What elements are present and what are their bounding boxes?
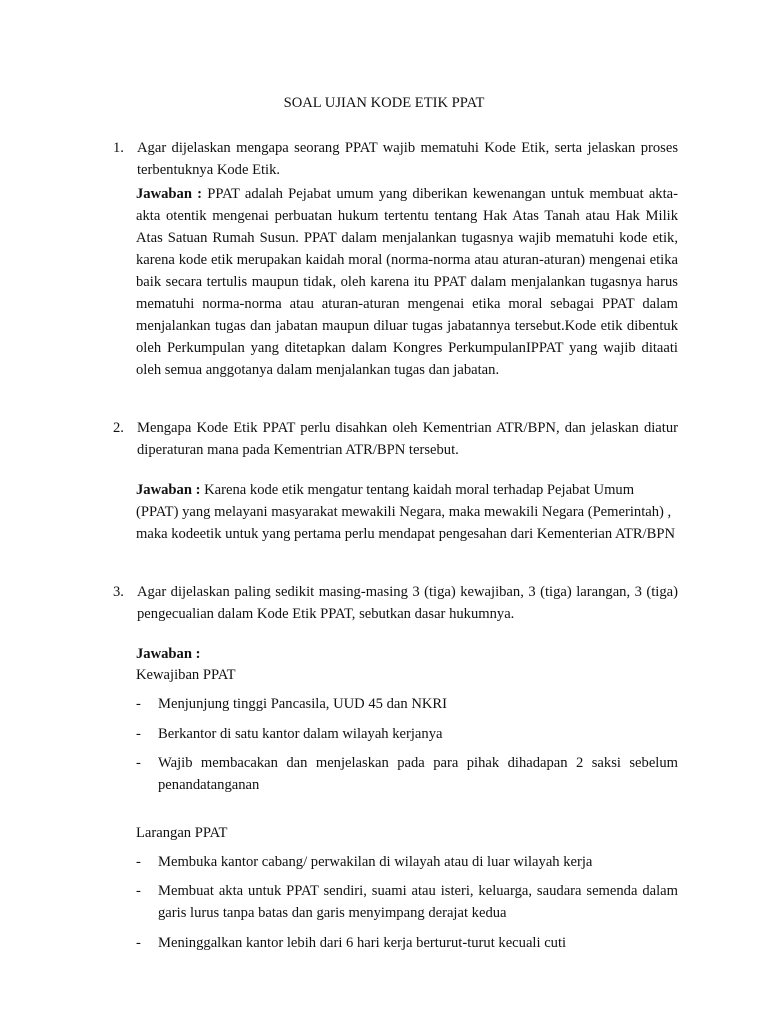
larangan-heading: Larangan PPAT bbox=[136, 825, 228, 841]
question-1 bbox=[113, 137, 678, 181]
question-3 bbox=[113, 581, 678, 625]
dash-marker: - bbox=[136, 696, 141, 712]
dash-marker: - bbox=[136, 935, 141, 951]
kewajiban-item bbox=[136, 693, 678, 715]
dash-marker: - bbox=[136, 755, 141, 771]
larangan-text: Meninggalkan kantor lebih dari 6 hari kerja berturut-turut kecuali cuti bbox=[158, 935, 567, 951]
larangan-text: Membuka kantor cabang/ perwakilan di wilayah atau di luar wilayah kerja bbox=[158, 854, 593, 870]
answer-label: Jawaban : bbox=[136, 186, 203, 202]
question-text: Agar dijelaskan paling sedikit masing-masing 3 (tiga) kewajiban, 3 (tiga) larangan, 3 (tiga) pengecualian dalam Kode Etik PPAT, sebutkan dasar hukumnya. bbox=[137, 584, 678, 622]
answer-1 bbox=[136, 183, 678, 381]
question-text: Mengapa Kode Etik PPAT perlu disahkan oleh Kementrian ATR/BPN, dan jelaskan diatur diperaturan mana pada Kementrian ATR/BPN tersebut. bbox=[137, 420, 678, 458]
dash-marker: - bbox=[136, 854, 141, 870]
kewajiban-item bbox=[136, 752, 678, 796]
kewajiban-text: Berkantor di satu kantor dalam wilayah kerjanya bbox=[158, 726, 443, 742]
kewajiban-text: Wajib membacakan dan menjelaskan pada para pihak dihadapan 2 saksi sebelum penandatanganan bbox=[158, 755, 678, 793]
larangan-item bbox=[136, 851, 678, 873]
answer-label: Jawaban : bbox=[136, 482, 201, 498]
question-number: 3. bbox=[113, 584, 124, 600]
kewajiban-item bbox=[136, 723, 678, 745]
answer-label: Jawaban : bbox=[136, 646, 201, 662]
question-number: 1. bbox=[113, 140, 124, 156]
question-number: 2. bbox=[113, 420, 124, 436]
larangan-item bbox=[136, 932, 678, 954]
question-text: Agar dijelaskan mengapa seorang PPAT wajib mematuhi Kode Etik, serta jelaskan proses terbentuknya Kode Etik. bbox=[137, 140, 678, 178]
kewajiban-heading: Kewajiban PPAT bbox=[136, 667, 236, 683]
dash-marker: - bbox=[136, 726, 141, 742]
document-title: SOAL UJIAN KODE ETIK PPAT bbox=[283, 95, 485, 111]
larangan-item bbox=[136, 880, 678, 924]
answer-text: PPAT adalah Pejabat umum yang diberikan kewenangan untuk membuat akta-akta otentik mengenai perbuatan hukum tertentu tentang Hak Atas Tanah atau Hak Milik Atas Satuan Rumah Susun. PPAT dalam menjalankan tugasnya wajib mematuhi kode etik, karena kode etik merupakan kaidah moral (norma-norma atau aturan-aturan) mengenai etika baik secara tertulis maupun tidak, oleh karena itu PPAT dalam menjalankan tugasnya harus mematuhi norma-norma atau aturan-aturan mengenai etika moral sebagai PPAT dalam menjalankan tugas dan jabatan maupun diluar tugas jabatannya tersebut.Kode etik dibentuk oleh Perkumpulan yang ditetapkan dalam Kongres PerkumpulanIPPAT yang wajib ditaati oleh semua anggotanya dalam menjalankan tugas dan jabatan. bbox=[136, 186, 678, 378]
question-2 bbox=[113, 417, 678, 461]
answer-2 bbox=[136, 479, 678, 545]
larangan-text: Membuat akta untuk PPAT sendiri, suami atau isteri, keluarga, saudara semenda dalam garis lurus tanpa batas dan garis menyimpang derajat kedua bbox=[158, 883, 678, 921]
kewajiban-text: Menjunjung tinggi Pancasila, UUD 45 dan NKRI bbox=[158, 696, 448, 712]
answer-text: Karena kode etik mengatur tentang kaidah moral terhadap Pejabat Umum (PPAT) yang melayani masyarakat mewakili Negara, maka mewakili Negara (Pemerintah) , maka kodeetik untuk yang pertama perlu mendapat pengesahan dari Kementerian ATR/BPN bbox=[136, 482, 675, 542]
dash-marker: - bbox=[136, 883, 141, 899]
